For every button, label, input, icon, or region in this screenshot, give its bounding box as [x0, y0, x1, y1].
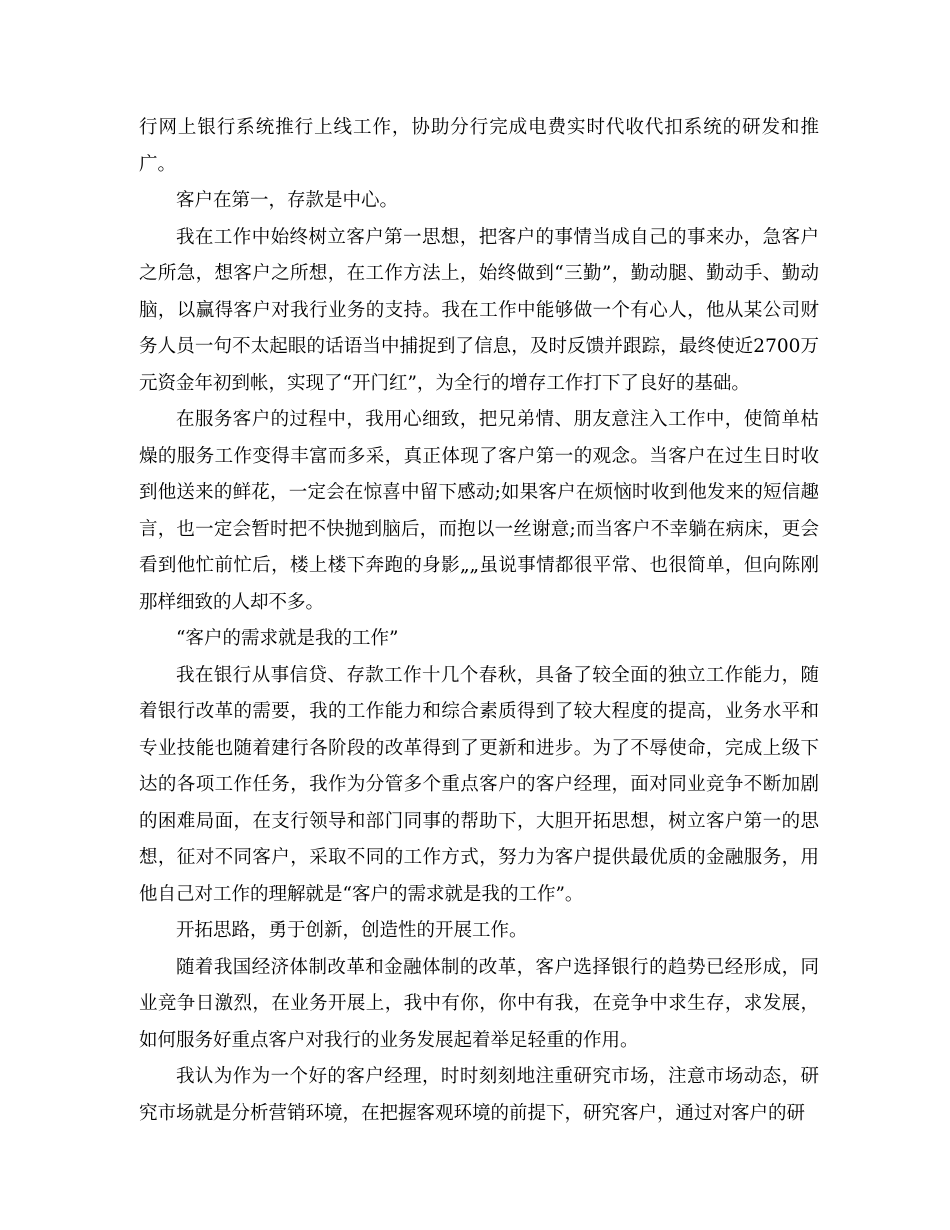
paragraph-work-experience: 我在银行从事信贷、存款工作十几个春秋，具备了较全面的独立工作能力，随着银行改革的需要，我的工作能力和综合素质得到了较大程度的提高，业务水平和专业技能也随着建行各阶段的改革得到了更新和进步。为了不辱使命，完成上级下达的各项工作任务，我作为分管多个重点客户的客户经理，面对同业竞争不断加剧的困难局面，在支行领导和部门同事的帮助下，大胆开拓思想，树立客户第一的思想，征对不同客户，采取不同的工作方式，努力为客户提供最优质的金融服务，用他自己对工作的理解就是“客户的需求就是我的工作”。 — [139, 664, 819, 905]
section-heading-innovation: 开拓思路，勇于创新，创造性的开展工作。 — [176, 920, 528, 941]
section-heading-customer-first: 客户在第一，存款是中心。 — [176, 190, 399, 211]
document-body — [139, 110, 819, 1132]
paragraph-continuation: 行网上银行系统推行上线工作，协助分行完成电费实时代收代扣系统的研发和推广。 — [139, 117, 819, 175]
paragraph-service-details: 在服务客户的过程中，我用心细致，把兄弟情、朋友意注入工作中，使简单枯燥的服务工作变得丰富而多采，真正体现了客户第一的观念。当客户在过生日时收到他送来的鲜花，一定会在惊喜中留下感动;如果客户在烦恼时收到他发来的短信趣言，也一定会暂时把不快抛到脑后，而抱以一丝谢意;而当客户不幸躺在病床，更会看到他忙前忙后，楼上楼下奔跑的身影„„虽说事情都很平常、也很简单，但向陈刚那样细致的人却不多。 — [139, 409, 819, 613]
paragraph-customer-first-thinking: 我在工作中始终树立客户第一思想，把客户的事情当成自己的事来办，急客户之所急，想客户之所想，在工作方法上，始终做到“三勤”，勤动腿、勤动手、勤动脑，以赢得客户对我行业务的支持。我在工作中能够做一个有心人，他从某公司财务人员一句不太起眼的话语当中捕捉到了信息，及时反馈并跟踪，最终使近2700万元资金年初到帐，实现了“开门红”，为全行的增存工作打下了良好的基础。 — [139, 226, 819, 394]
paragraph-market-research: 我认为作为一个好的客户经理，时时刻刻地注重研究市场，注意市场动态，研究市场就是分析营销环境，在把握客观环境的前提下，研究客户，通过对客户的研 — [139, 1066, 819, 1124]
paragraph-market-competition: 随着我国经济体制改革和金融体制的改革，客户选择银行的趋势已经形成，同业竞争日激烈，在业务开展上，我中有你，你中有我，在竞争中求生存，求发展，如何服务好重点客户对我行的业务发展起着举足轻重的作用。 — [139, 956, 819, 1051]
section-heading-customer-needs: “客户的需求就是我的工作” — [176, 628, 399, 649]
